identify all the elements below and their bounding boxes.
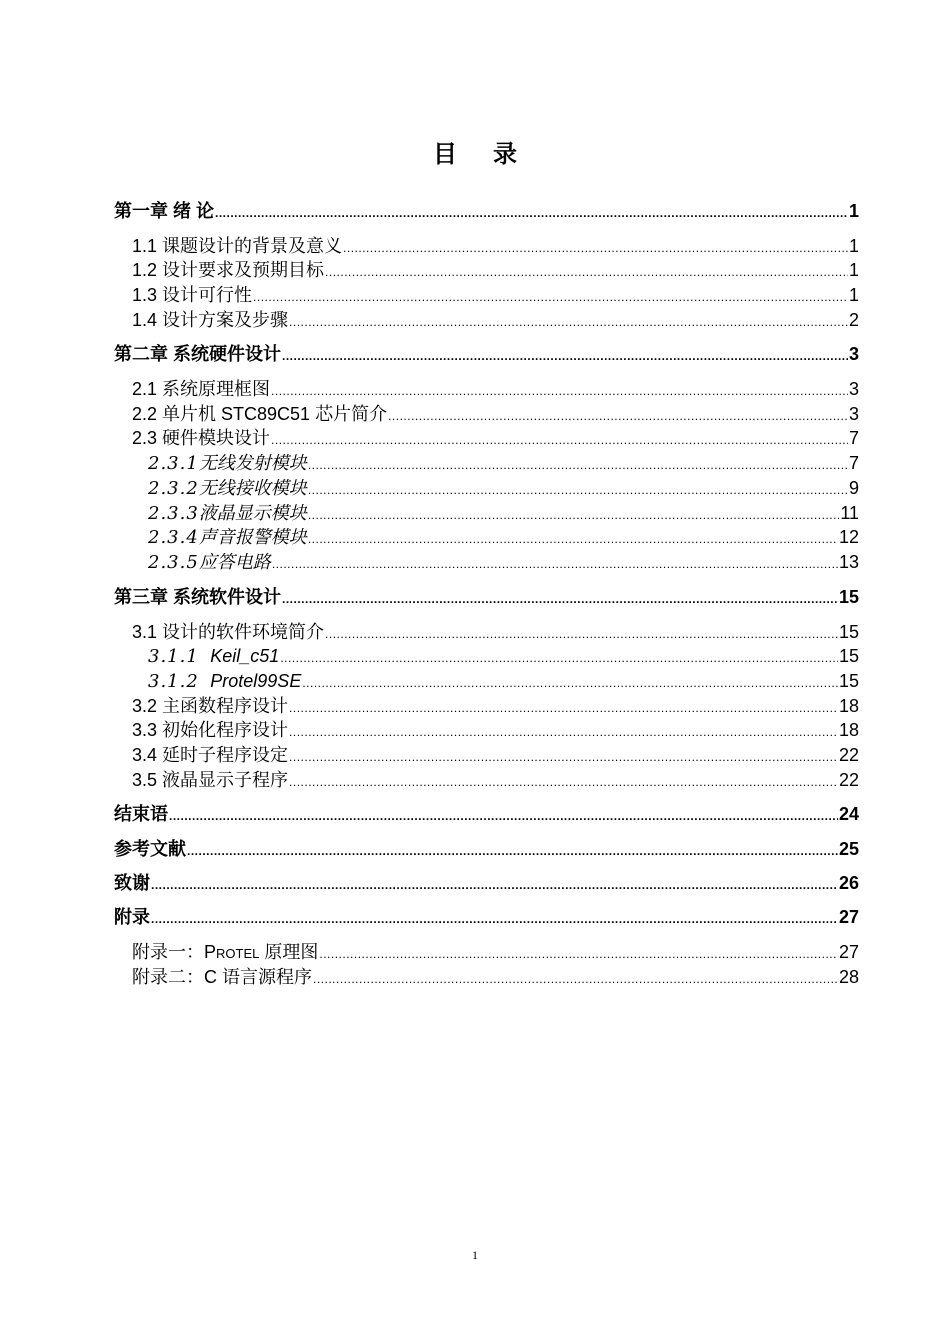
dot-leader: [271, 428, 848, 452]
toc-entry-2-3-4[interactable]: [148, 525, 859, 551]
toc-entry-label: [148, 644, 279, 669]
toc-entry-label: 3.1 设计的软件环境简介: [132, 622, 325, 642]
toc-entry-label: 致谢: [114, 873, 150, 893]
toc-entry-3-2[interactable]: [132, 694, 859, 720]
toc-entry-text: 无线发射模块: [198, 453, 307, 474]
dot-leader: [308, 453, 848, 477]
toc-entry-chapter-1[interactable]: [114, 199, 859, 225]
dot-leader: [302, 671, 838, 695]
toc-entry-number: 3.1.2: [148, 671, 199, 692]
toc-entry-2-3[interactable]: [132, 426, 859, 452]
toc-page-number: 3: [848, 344, 859, 364]
toc-entry-label: 3.4 延时子程序设定: [132, 745, 289, 765]
dot-leader: [282, 344, 848, 368]
toc-entry-number: 2.3.1: [148, 453, 199, 474]
toc-entry-1-3[interactable]: [132, 283, 859, 309]
toc-page-number: 7: [848, 453, 859, 473]
toc-entry-appendix-1[interactable]: [132, 940, 859, 966]
toc-entry-3-4[interactable]: [132, 743, 859, 769]
toc-entry-smallcaps: Protel: [204, 942, 260, 962]
dot-leader: [319, 942, 838, 966]
toc-entry-label: 3.2 主函数程序设计: [132, 696, 289, 716]
toc-entry-label: 第三章 系统软件设计: [114, 587, 282, 607]
toc-page-number: 2: [848, 310, 859, 330]
toc-page-number: 15: [838, 587, 859, 607]
toc-entry-2-3-3[interactable]: [148, 501, 859, 527]
toc-entry-2-3-5[interactable]: [148, 550, 859, 576]
toc-entry-label: 2.2 单片机 STC89C51 芯片简介: [132, 404, 388, 424]
toc-entry-1-4[interactable]: [132, 308, 859, 334]
toc-page-number: 9: [848, 478, 859, 498]
toc-entry-label: 3.5 液晶显示子程序: [132, 770, 289, 790]
toc-entry-label: 3.3 初始化程序设计: [132, 720, 289, 740]
toc-entry-label: [132, 940, 318, 964]
dot-leader: [187, 839, 838, 863]
toc-page-number: 22: [838, 745, 859, 765]
dot-leader: [325, 260, 848, 284]
toc-entry-1-1[interactable]: [132, 234, 859, 260]
toc-entry-label: [148, 669, 301, 694]
toc-page-number: 27: [838, 942, 859, 962]
toc-entry-label: 第二章 系统硬件设计: [114, 344, 282, 364]
toc-entry-text: Protel99SE: [210, 671, 302, 691]
toc-page-number: 25: [838, 839, 859, 859]
toc-page-number: 18: [838, 720, 859, 740]
dot-leader: [289, 696, 838, 720]
dot-leader: [308, 478, 848, 502]
dot-leader: [289, 745, 838, 769]
dot-leader: [151, 907, 838, 931]
toc-entry-label: [148, 526, 307, 550]
toc-entry-label: 1.2 设计要求及预期目标: [132, 260, 325, 280]
toc-entry-2-2[interactable]: [132, 402, 859, 428]
dot-leader: [343, 236, 848, 260]
dot-leader: [169, 804, 838, 828]
dot-leader: [289, 720, 838, 744]
dot-leader: [388, 404, 848, 428]
toc-entry-label: 2.1 系统原理框图: [132, 379, 271, 399]
dot-leader: [289, 770, 838, 794]
toc-entry-label: 1.4 设计方案及步骤: [132, 310, 289, 330]
dot-leader: [253, 285, 848, 309]
toc-page-number: 27: [838, 907, 859, 927]
toc-entry-text: Keil_c51: [210, 646, 280, 666]
toc-page-number: 1: [848, 201, 859, 221]
dot-leader: [215, 201, 848, 225]
toc-entry-chapter-3[interactable]: [114, 585, 859, 611]
toc-entry-text: 声音报警模块: [198, 527, 307, 548]
title-char-right: 录: [493, 139, 517, 168]
toc-entry-suffix: 原理图: [259, 942, 319, 962]
toc-entry-2-3-2[interactable]: [148, 476, 859, 502]
toc-entry-2-3-1[interactable]: [148, 451, 859, 477]
toc-page-number: 18: [838, 696, 859, 716]
toc-entry-appendix-2[interactable]: [132, 965, 859, 991]
dot-leader: [289, 310, 848, 334]
toc-entry-label: 结束语: [114, 804, 168, 824]
toc-page-number: 15: [838, 671, 859, 691]
toc-entry-label: 1.3 设计可行性: [132, 285, 253, 305]
toc-entry-conclusion[interactable]: [114, 802, 859, 828]
toc-entry-label: [148, 551, 271, 575]
toc-entry-label: 2.3 硬件模块设计: [132, 428, 271, 448]
toc-entry-chapter-2[interactable]: [114, 342, 859, 368]
toc-entry-label: 附录二：C 语言源程序: [132, 967, 312, 987]
toc-page-number: 26: [838, 873, 859, 893]
toc-entry-label: [148, 502, 307, 526]
toc-entry-appendix[interactable]: [114, 905, 859, 931]
toc-entry-label: 参考文献: [114, 839, 186, 859]
dot-leader: [308, 503, 840, 527]
toc-entry-acknowledgements[interactable]: [114, 871, 859, 897]
toc-entry-text: 应答电路: [198, 552, 271, 573]
toc-page-number: 24: [838, 804, 859, 824]
toc-entry-2-1[interactable]: [132, 377, 859, 403]
toc-entry-number: 2.3.5: [148, 552, 199, 573]
toc-page-number: 15: [838, 622, 859, 642]
toc-page-number: 13: [838, 552, 859, 572]
toc-entry-text: 液晶显示模块: [198, 503, 307, 524]
toc-entry-number: 2.3.3: [148, 503, 199, 524]
toc-page-number: 3: [848, 379, 859, 399]
toc-entry-3-5[interactable]: [132, 768, 859, 794]
toc-page-number: 22: [838, 770, 859, 790]
toc-entry-label: 1.1 课题设计的背景及意义: [132, 236, 343, 256]
dot-leader: [313, 967, 838, 991]
dot-leader: [308, 527, 838, 551]
dot-leader: [151, 873, 838, 897]
toc-entry-text: 无线接收模块: [198, 478, 307, 499]
toc-entry-prefix: 附录一：: [132, 942, 204, 962]
toc-entry-3-1-2[interactable]: [148, 669, 859, 695]
toc-page-number: 7: [848, 428, 859, 448]
toc-page-number: 1: [848, 236, 859, 256]
toc-page-number: 28: [838, 967, 859, 987]
title-char-left: 目: [433, 139, 457, 168]
toc-entry-label: [148, 477, 307, 501]
toc-entry-number: 3.1.1: [148, 646, 199, 667]
toc-page-number: 11: [840, 503, 859, 523]
dot-leader: [325, 622, 838, 646]
toc-entry-1-2[interactable]: [132, 258, 859, 284]
toc-entry-label: [148, 452, 307, 476]
toc-entry-3-1-1[interactable]: [148, 644, 859, 670]
toc-page-number: 15: [838, 646, 859, 666]
toc-entry-number: 2.3.2: [148, 478, 199, 499]
toc-entry-3-3[interactable]: [132, 718, 859, 744]
toc-entry-number: 2.3.4: [148, 527, 199, 548]
toc-page-number: 1: [848, 260, 859, 280]
toc-page-number: 12: [838, 527, 859, 547]
toc-page-number: 1: [848, 285, 859, 305]
toc-entry-label: 附录: [114, 907, 150, 927]
footer-page-number: 1: [472, 1248, 478, 1262]
toc-entry-3-1[interactable]: [132, 620, 859, 646]
toc-entry-references[interactable]: [114, 837, 859, 863]
toc-page-number: 3: [848, 404, 859, 424]
dot-leader: [271, 379, 848, 403]
dot-leader: [282, 587, 838, 611]
dot-leader: [280, 646, 838, 670]
dot-leader: [272, 552, 838, 576]
page-title: [0, 134, 950, 169]
toc-entry-label: 第一章 绪 论: [114, 201, 215, 221]
